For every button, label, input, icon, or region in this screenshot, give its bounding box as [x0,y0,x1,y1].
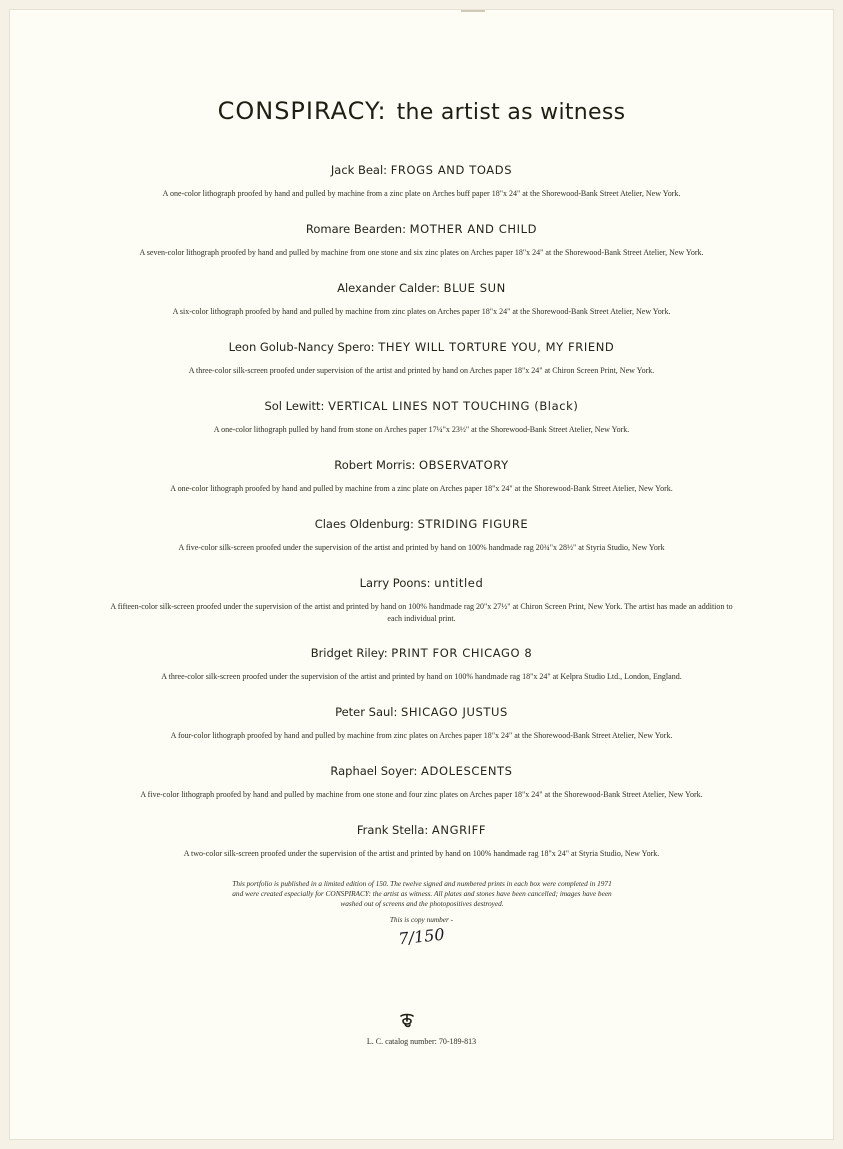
print-entry-heading [108,280,735,296]
work-title: ADOLESCENTS [421,764,513,778]
work-title: STRIDING FIGURE [417,517,529,531]
artist-name: Leon Golub-Nancy Spero: [228,340,375,354]
work-title: MOTHER AND CHILD [409,222,538,236]
title-caps: CONSPIRACY: [217,97,387,125]
print-entry [108,575,735,625]
title-subtitle: the artist as witness [396,100,626,125]
copy-number: 7/150 [397,924,446,949]
artist-name: Claes Oldenburg: [314,517,414,531]
artist-name: Robert Morris: [334,458,416,472]
artist-name: Bridget Riley: [310,646,388,660]
catalog-number: L. C. catalog number: 70-189-813 [366,1037,477,1046]
print-entry-heading [108,221,735,237]
work-title: ANGRIFF [431,823,487,837]
print-entry-heading [108,704,735,720]
print-entry-heading [108,457,735,473]
print-entry-heading [108,162,735,178]
artist-name: Peter Saul: [335,705,398,719]
work-title: BLUE SUN [443,281,506,295]
colophon-text: This portfolio is published in a limited edition of 150. The twelve signed and numbered prints in each box were completed in 1971 and were created especially for CONSPIRACY: the artist as witness. All plates and stones have been cancelled; images have been washed out of screens and the photopositives destroyed. [232,879,612,908]
print-description: A six-color lithograph proofed by hand and pulled by machine from zinc plates on Arches paper 18"x 24" at the Shorewood-Bank Street Atelier, New York. [172,307,671,316]
print-entry [108,822,735,860]
print-description: A five-color lithograph proofed by hand and pulled by machine from one stone and four zinc plates on Arches paper 18"x 24" at the Shorewood-Bank Street Atelier, New York. [140,790,703,799]
print-entry [108,516,735,554]
artist-name: Alexander Calder: [337,281,441,295]
artist-name: Larry Poons: [359,576,431,590]
print-description: A one-color lithograph pulled by hand from stone on Arches paper 17¼"x 23½" at the Shorewood-Bank Street Atelier, New York. [213,425,630,434]
print-description: A two-color silk-screen proofed under the supervision of the artist and printed by hand on 100% handmade rag 18"x 24" at Styria Studio, New York. [183,849,660,858]
work-title: untitled [434,576,484,590]
artist-name: Jack Beal: [330,163,388,177]
page-title [0,97,843,125]
print-entry-heading [108,339,735,355]
print-entry [108,763,735,801]
print-entry [108,162,735,200]
print-entry [108,398,735,436]
print-entry [108,280,735,318]
print-entry [108,457,735,495]
print-entry-heading [108,575,735,591]
print-list [108,162,735,860]
work-title: VERTICAL LINES NOT TOUCHING (Black) [328,399,579,413]
print-entry-heading [108,763,735,779]
print-description: A fifteen-color silk-screen proofed under the supervision of the artist and printed by hand on 100% handmade rag 20"x 27½" at Chiron Screen Print, New York. The artist has made an addition to each individual print. [110,602,733,623]
print-description: A three-color silk-screen proofed under supervision of the artist and printed by hand on Arches paper 18"x 24" at Chiron Screen Print, New York. [188,366,655,375]
print-description: A four-color lithograph proofed by hand and pulled by machine from zinc plates on Arches paper 18"x 24" at the Shorewood-Bank Street Atelier, New York. [170,731,673,740]
print-description: A three-color silk-screen proofed under the supervision of the artist and printed by hand on 100% handmade rag 18"x 24" at Kelpra Studio Ltd., London, England. [161,672,682,681]
work-title: PRINT FOR CHICAGO 8 [391,646,533,660]
print-description: A seven-color lithograph proofed by hand and pulled by machine from one stone and six zinc plates on Arches paper 18"x 24" at the Shorewood-Bank Street Atelier, New York. [139,248,704,257]
publisher-logo-icon [398,1012,416,1030]
print-entry-heading [108,516,735,532]
print-entry [108,221,735,259]
work-title: THEY WILL TORTURE YOU, MY FRIEND [378,340,615,354]
work-title: OBSERVATORY [418,458,509,472]
work-title: FROGS AND TOADS [390,163,513,177]
artist-name: Frank Stella: [356,823,429,837]
print-entry [108,339,735,377]
work-title: SHICAGO JUSTUS [401,705,508,719]
print-description: A five-color silk-screen proofed under the supervision of the artist and printed by hand on 100% handmade rag 20¾"x 28½" at Styria Studio, New York [178,543,665,552]
print-entry [108,704,735,742]
print-description: A one-color lithograph proofed by hand and pulled by machine from a zinc plate on Arches buff paper 18"x 24" at the Shorewood-Bank Street Atelier, New York. [162,189,681,198]
artist-name: Romare Bearden: [305,222,406,236]
print-entry-heading [108,398,735,414]
print-entry-heading [108,822,735,838]
print-entry [108,645,735,683]
copy-number-label: This is copy number - [389,915,454,924]
top-edge-mark [461,10,485,12]
print-description: A one-color lithograph proofed by hand and pulled by machine from a zinc plate on Arches paper 18"x 24" at the Shorewood-Bank Street Atelier, New York. [170,484,673,493]
artist-name: Sol Lewitt: [264,399,325,413]
print-entry-heading [108,645,735,661]
artist-name: Raphael Soyer: [330,764,418,778]
